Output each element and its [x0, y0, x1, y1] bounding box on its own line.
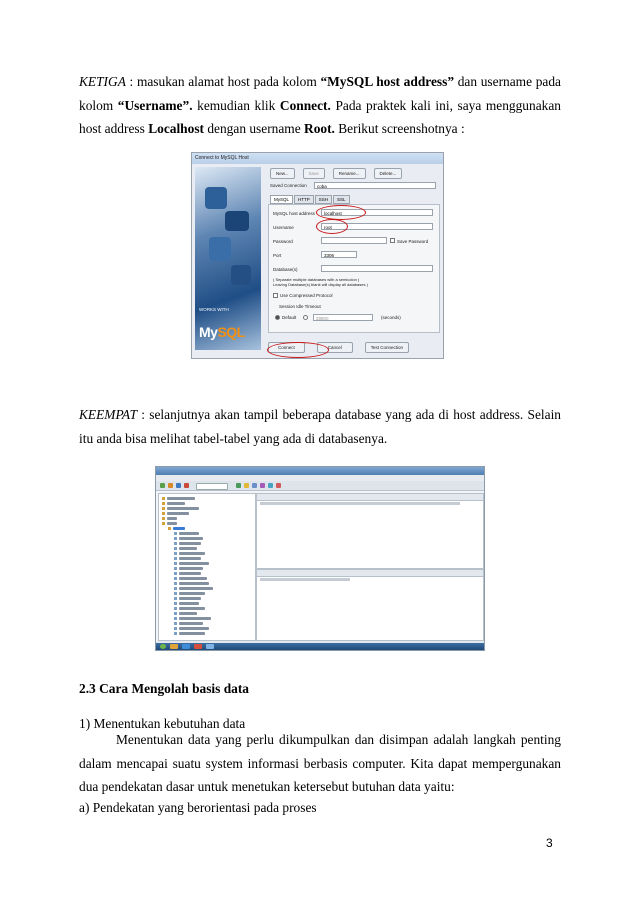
tab-http[interactable]: HTTP: [294, 195, 314, 204]
paragraph-menentukan: [79, 728, 561, 799]
works-with-label: WORKS WITH: [199, 307, 229, 312]
saved-connection-label: Saved Connection: [270, 183, 307, 188]
save-password-label: Save Password: [397, 239, 429, 244]
compressed-checkbox[interactable]: [273, 293, 278, 298]
bold-text: Localhost: [148, 121, 204, 136]
seconds-label: (seconds): [381, 315, 401, 320]
mysql-logo: [199, 324, 245, 340]
separator-note-2: Leaving Database(s) blank will display all databases ): [273, 282, 368, 287]
port-label: Port: [273, 253, 282, 258]
tab-ssl[interactable]: SSL: [333, 195, 350, 204]
text: kemudian klik: [192, 97, 280, 113]
tool-icon: [184, 483, 189, 488]
query-editor[interactable]: [256, 493, 484, 569]
text: Pada praktek kali ini, saya menggunakan host address: [79, 97, 561, 136]
logo-my: My: [199, 324, 218, 340]
tool-icon: [236, 483, 241, 488]
database-select-icon: [196, 483, 228, 490]
new-button[interactable]: New...: [270, 168, 295, 179]
password-label: Password: [273, 239, 293, 244]
bold-text: Root.: [304, 121, 335, 136]
window-titlebar: [156, 467, 484, 475]
username-label: Username: [273, 225, 294, 230]
tab-mysql[interactable]: MySQL: [270, 195, 293, 204]
highlight-circle: [267, 342, 329, 358]
list-text: a) Pendekatan yang berorientasi pada proses: [79, 800, 317, 815]
tab-ssh[interactable]: SSH: [315, 195, 332, 204]
connect-dialog-screenshot: [191, 152, 444, 359]
results-pane: [256, 569, 484, 641]
text: : masukan alamat host pada kolom: [125, 74, 321, 89]
tool-icon: [244, 483, 249, 488]
custom-radio[interactable]: [303, 315, 308, 320]
tool-icon: [160, 483, 165, 488]
connection-tabs: [270, 195, 350, 204]
paragraph-keempat: [79, 403, 561, 450]
tool-icon: [176, 483, 181, 488]
page-number: 3: [546, 836, 553, 850]
timeout-label: Session Idle Timeout: [279, 304, 321, 309]
tool-icon: [276, 483, 281, 488]
bold-text: “Username”.: [117, 97, 193, 113]
text: Berikut screenshotnya :: [334, 121, 465, 136]
ketiga-label: KETIGA: [79, 74, 126, 89]
mysql-panel: [268, 204, 440, 333]
test-connection-button[interactable]: Test Connection: [365, 342, 409, 353]
port-input[interactable]: 3306: [321, 251, 357, 258]
windows-taskbar: [156, 643, 484, 650]
delete-button[interactable]: Delete...: [374, 168, 403, 179]
paragraph-ketiga: [79, 70, 561, 141]
compressed-label: Use Compressed Protocol: [280, 293, 333, 298]
host-input[interactable]: localhost: [321, 209, 433, 216]
text: dan username pada kolom: [79, 74, 561, 113]
tool-icon: [260, 483, 265, 488]
timeout-input[interactable]: 28800: [313, 314, 373, 321]
highlight-circle: [316, 219, 348, 234]
logo-sql: SQL: [217, 324, 245, 340]
cancel-button[interactable]: Cancel: [317, 342, 353, 353]
separator-note-1: ( Separate multiple databases with a semicolon ): [273, 277, 360, 282]
save-button[interactable]: Save: [303, 168, 325, 179]
connection-buttons: [270, 168, 402, 179]
list-text: 1) Menentukan kebutuhan data: [79, 716, 246, 731]
password-input[interactable]: [321, 237, 387, 244]
puzzle-art: [195, 167, 261, 350]
databases-label: Database(s): [273, 267, 298, 272]
dialog-title: Connect to MySQL Host: [192, 153, 443, 164]
bold-text: “MySQL host address”: [320, 74, 455, 89]
tool-icon: [268, 483, 273, 488]
saved-connection-select[interactable]: coba: [314, 182, 436, 189]
tool-icon: [168, 483, 173, 488]
username-input[interactable]: root: [321, 223, 433, 230]
connect-button[interactable]: Connect: [268, 342, 305, 353]
text: : selanjutnya akan tampil beberapa database yang ada di host address. Selain itu anda bisa melihat tabel-tabel yang ada di databasenya.: [79, 407, 561, 446]
default-radio[interactable]: [275, 315, 280, 320]
host-label: MySQL host address: [273, 211, 315, 216]
rename-button[interactable]: Rename...: [333, 168, 366, 179]
databases-input[interactable]: [321, 265, 433, 272]
editor-tabs: [257, 494, 483, 501]
keempat-label: KEEMPAT: [79, 407, 138, 422]
body-text: Menentukan data yang perlu dikumpulkan dan disimpan adalah langkah penting dalam mencapai suatu system informasi berbasis computer. Kita dapat mempergunakan dua pendekatan dasar untuk menetukan ketersebut butuhan data yaitu:: [79, 732, 561, 794]
highlight-circle: [316, 205, 366, 220]
save-password-checkbox[interactable]: [390, 238, 395, 243]
text: dengan username: [204, 121, 305, 136]
bold-text: Connect.: [279, 97, 331, 113]
list-item-2: [79, 796, 561, 820]
section-heading: 2.3 Cara Mengolah basis data: [79, 681, 249, 696]
default-label: Default: [282, 315, 297, 320]
tool-icon: [252, 483, 257, 488]
database-tree: [158, 493, 256, 641]
results-tabs: [257, 570, 483, 577]
sqlyog-screenshot: [155, 466, 485, 651]
